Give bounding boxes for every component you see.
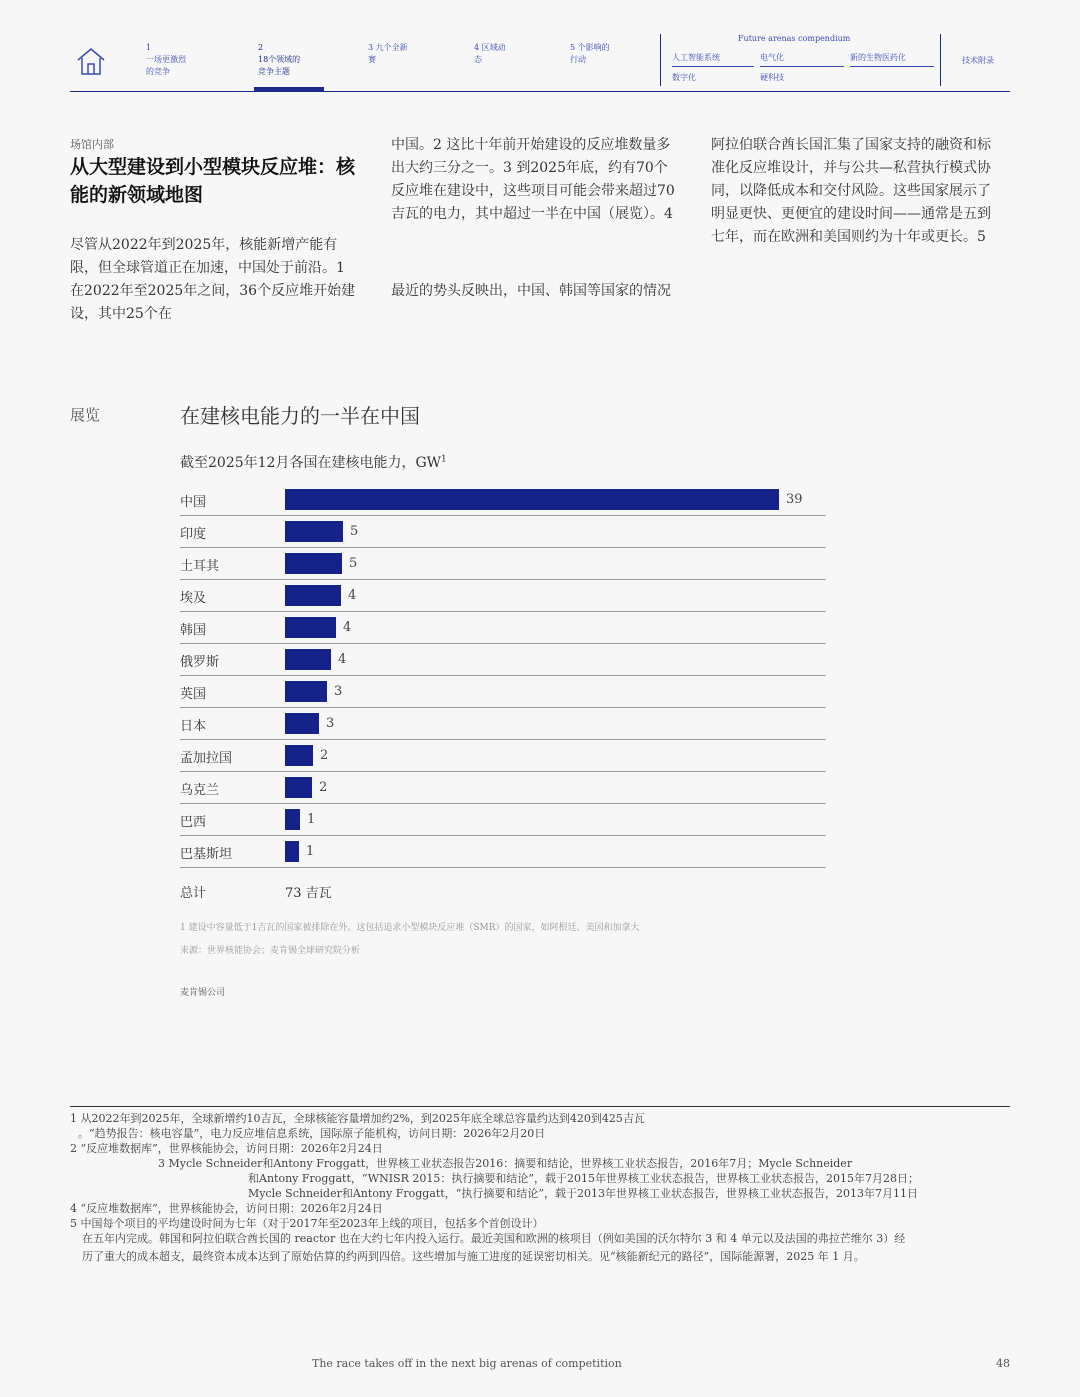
chart-value-label: 2 xyxy=(320,748,329,763)
nav-item-number: 1 xyxy=(146,43,152,52)
nav-item-label: 18个领域的 xyxy=(258,55,301,64)
footnote-divider xyxy=(70,1106,1010,1107)
chart-category-label: 英国 xyxy=(180,687,207,702)
footnote-line: 1 从2022年到2025年，全球新增约10吉瓦，全球核能容量增加约2%，到2025年底全球总容量约达到420到425吉瓦 xyxy=(70,1112,645,1125)
nav-item-number: 2 xyxy=(258,43,264,52)
nav-item-label: 个影响的 xyxy=(577,43,610,52)
nav-item-label: 一场更激烈 xyxy=(146,55,186,64)
chart-bar xyxy=(285,777,312,798)
nav-item-label: 态 xyxy=(474,55,482,64)
compendium-item-ai[interactable]: 人工智能系统 xyxy=(672,52,754,67)
nav-item-number: 4 xyxy=(474,43,480,52)
chart-row xyxy=(180,740,826,772)
compendium-item-hardtech[interactable]: 硬科技 xyxy=(760,73,784,82)
compendium-item-digitalization[interactable]: 数字化 xyxy=(672,73,696,82)
exhibit-subtitle-text: 截至2025年12月各国在建核电能力，GW xyxy=(180,455,442,471)
chart-value-label: 4 xyxy=(338,652,347,667)
body-paragraph-col1: 尽管从2022年到2025年，核能新增产能有限，但全球管道正在加速，中国处于前沿。1 在2022年至2025年之间，36个反应堆开始建设，其中25个在 xyxy=(70,237,356,322)
nav-item-chapter-1[interactable] xyxy=(146,42,186,78)
active-tab-indicator xyxy=(254,87,324,91)
nav-item-label: 行动 xyxy=(570,55,586,64)
chart-value-label: 4 xyxy=(343,620,352,635)
chart-row xyxy=(180,612,826,644)
chart-value-label: 1 xyxy=(306,844,315,859)
chart-category-label: 孟加拉国 xyxy=(180,751,233,766)
footnote-line: Mycle Schneider和Antony Froggatt，“执行摘要和结论”，载于2013年世界核工业状态报告，世界核工业状态报告，2013年7月11日 xyxy=(248,1187,918,1200)
chart-row xyxy=(180,804,826,836)
chart-value-label: 3 xyxy=(334,684,343,699)
nav-divider xyxy=(660,34,661,86)
chart-row xyxy=(180,676,826,708)
nav-item-number: 3 xyxy=(368,43,374,52)
article-headline: 从大型建设到小型模块反应堆：核能的新领域地图 xyxy=(70,156,356,206)
body-paragraph-col2: 中国。2 这比十年前开始建设的反应堆数量多出大约三分之一。3 到2025年底，约有70个反应堆在建设中，这些项目可能会带来超过70吉瓦的电力，其中超过一半在中国（展览）。4 xyxy=(391,137,675,222)
body-paragraph-col3: 阿拉伯联合酋长国汇集了国家支持的融资和标准化反应堆设计，并与公共—私营执行模式协同，以降低成本和交付风险。这些国家展示了明显更快、更便宜的建设时间——通常是五到七年，而在欧洲和美国则约为十年或更长。5 xyxy=(711,137,991,245)
running-footer: The race takes off in the next big arenas of competition xyxy=(312,1357,622,1370)
chart-bar xyxy=(285,489,779,510)
chart-value-label: 5 xyxy=(349,556,358,571)
total-value: 73 吉瓦 xyxy=(285,886,332,901)
chart-row xyxy=(180,580,826,612)
chart-category-label: 俄罗斯 xyxy=(180,655,220,670)
chart-category-label: 乌克兰 xyxy=(180,783,220,798)
chart-category-label: 埃及 xyxy=(180,591,207,606)
exhibit-source: 来源：世界核能协会；麦肯锡全球研究院分析 xyxy=(180,946,361,956)
chart-bar xyxy=(285,649,331,670)
chart-category-label: 巴基斯坦 xyxy=(180,847,233,862)
chart-value-label: 1 xyxy=(307,812,316,827)
nav-item-label: 竞争主题 xyxy=(258,67,290,76)
nav-item-label: 赛 xyxy=(368,55,376,64)
home-icon[interactable] xyxy=(76,46,106,76)
chart-bar xyxy=(285,841,299,862)
footnote-line: 和Antony Froggatt，“WNISR 2015：执行摘要和结论”，载于2015年世界核工业状态报告，世界核工业状态报告，2015年7月28日； xyxy=(248,1172,919,1185)
chart-bar xyxy=(285,713,319,734)
chart-category-label: 印度 xyxy=(180,527,207,542)
footnote-line: 4 “反应堆数据库”，世界核能协会，访问日期：2026年2月24日 xyxy=(70,1202,383,1215)
compendium-item-electrification[interactable]: 电气化 xyxy=(760,52,844,67)
nav-item-chapter-5[interactable] xyxy=(570,42,610,66)
exhibit-title: 在建核电能力的一半在中国 xyxy=(180,404,420,428)
chart-category-label: 土耳其 xyxy=(180,559,220,574)
nav-item-appendix[interactable]: 技术附录 xyxy=(962,56,994,65)
body-paragraph-col2-continued: 最近的势头反映出，中国、韩国等国家的情况 xyxy=(391,283,671,299)
chart-value-label: 2 xyxy=(319,780,328,795)
nav-item-label: 九个全新 xyxy=(375,43,408,52)
section-label: 场馆内部 xyxy=(70,138,114,151)
top-navigation xyxy=(70,30,1010,92)
total-label: 总计 xyxy=(180,886,207,901)
nav-item-number: 5 xyxy=(570,43,576,52)
page-number: 48 xyxy=(996,1357,1010,1370)
chart-row xyxy=(180,484,826,516)
exhibit-label: 展览 xyxy=(70,406,101,424)
footnote-line: 3 Mycle Schneider和Antony Froggatt，世界核工业状态报告2016：摘要和结论，世界核工业状态报告，2016年7月；Mycle Schneider xyxy=(158,1157,853,1170)
nav-item-label: 区域动 xyxy=(481,43,506,52)
exhibit-note: 1 建设中容量低于1吉瓦的国家被排除在外。这包括追求小型模块反应堆（SMR）的国家，如阿根廷、美国和加拿大 xyxy=(180,923,640,933)
exhibit-subtitle-footnote: 1 xyxy=(441,454,447,465)
chart-row xyxy=(180,836,826,868)
chart-category-label: 中国 xyxy=(180,495,207,510)
compendium-title: Future arenas compendium xyxy=(738,34,851,43)
nav-item-chapter-3[interactable] xyxy=(368,42,408,66)
chart-bar xyxy=(285,745,313,766)
chart-bar xyxy=(285,521,343,542)
chart-row xyxy=(180,516,826,548)
chart-bar xyxy=(285,585,341,606)
chart-category-label: 日本 xyxy=(180,719,207,734)
chart-row xyxy=(180,548,826,580)
chart-row xyxy=(180,644,826,676)
footnote-line: 在五年内完成。韩国和阿拉伯联合酋长国的 reactor 也在大约七年内投入运行。最近美国和欧洲的核项目（例如美国的沃尔特尔 3 和 4 单元以及法国的弗拉芒维尔 3）经 xyxy=(82,1232,906,1245)
chart-value-label: 39 xyxy=(786,492,803,507)
chart-category-label: 韩国 xyxy=(180,623,207,638)
compendium-item-biomedicine[interactable]: 新的生物医药化 xyxy=(850,52,934,67)
chart-value-label: 4 xyxy=(348,588,357,603)
chart-bar xyxy=(285,553,342,574)
chart-row xyxy=(180,772,826,804)
footnote-line: 。“趋势报告：核电容量”，电力反应堆信息系统，国际原子能机构，访问日期：2026年2月20日 xyxy=(78,1127,546,1140)
footnote-line: 5 中国每个项目的平均建设时间为七年（对于2017年至2023年上线的项目，包括多个首创设计） xyxy=(70,1217,544,1230)
footnote-line: 历了重大的成本超支，最终资本成本达到了原始估算的约两到四倍。这些增加与施工进度的延误密切相关。见“核能新纪元的路径”，国际能源署，2025 年 1 月。 xyxy=(82,1250,865,1263)
nav-item-label: 的竞争 xyxy=(146,67,170,76)
chart-value-label: 3 xyxy=(326,716,335,731)
chart-bar xyxy=(285,809,300,830)
nav-item-chapter-4[interactable] xyxy=(474,42,506,66)
chart-row xyxy=(180,708,826,740)
chart-category-label: 巴西 xyxy=(180,815,207,830)
nav-item-chapter-2[interactable] xyxy=(258,42,300,78)
exhibit-subtitle xyxy=(180,452,447,472)
footnote-line: 2 “反应堆数据库”，世界核能协会，访问日期：2026年2月24日 xyxy=(70,1142,383,1155)
nav-divider xyxy=(940,34,941,86)
chart-bar xyxy=(285,681,327,702)
chart-value-label: 5 xyxy=(350,524,359,539)
chart-bar xyxy=(285,617,336,638)
brand-name: 麦肯锡公司 xyxy=(180,988,226,998)
